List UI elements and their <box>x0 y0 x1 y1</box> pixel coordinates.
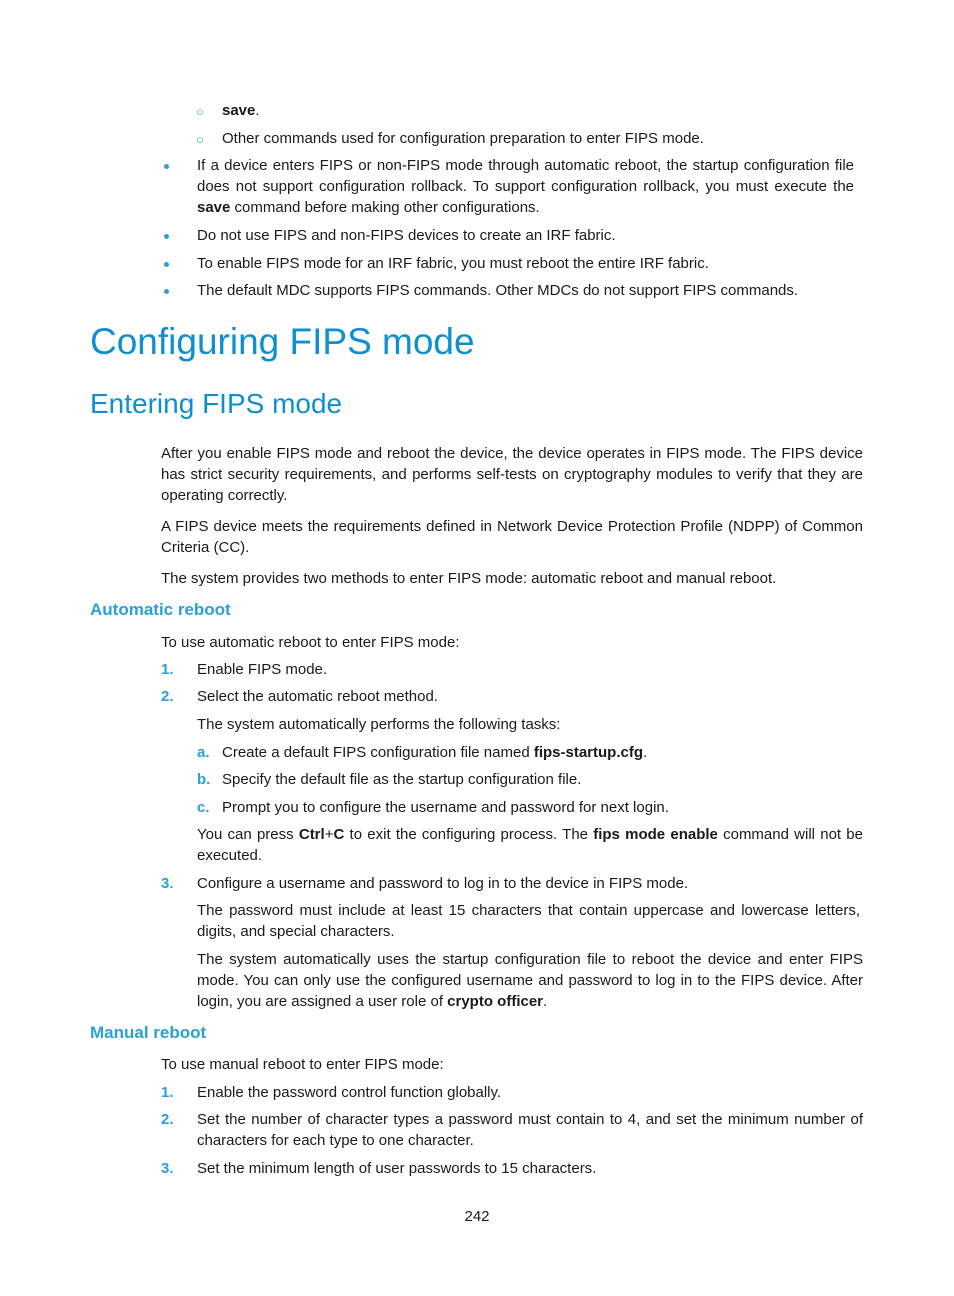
auto-substep-c: Prompt you to configure the username and password for next login. <box>222 799 669 816</box>
auto-substep-a: Create a default FIPS configuration file named fips-startup.cfg. <box>222 744 648 761</box>
bullet-mdc: The default MDC supports FIPS commands. Other MDCs do not support FIPS commands. <box>197 282 799 299</box>
auto-ctrl-c-note: You can press Ctrl+C to exit the configuring process. The fips mode enable command will not be executed. <box>197 826 863 864</box>
manual-step-1: Enable the password control function globally. <box>197 1084 502 1101</box>
sublist-item-other-commands: Other commands used for configuration preparation to enter FIPS mode. <box>222 130 704 147</box>
substep-letter: a. <box>197 744 210 761</box>
step-number: 3. <box>161 875 174 892</box>
bullet-dot-icon <box>164 234 169 239</box>
auto-step-3-note-2: The system automatically uses the startup configuration file to reboot the device and enter FIPS mode. You can only use the configured username and password to log in to the FIPS device. After login, you are assigned a user role of crypto officer. <box>197 951 863 1010</box>
subsection-manual-reboot: Manual reboot <box>90 1023 207 1042</box>
auto-step-2-note: The system automatically performs the following tasks: <box>197 716 561 733</box>
substep-letter: b. <box>197 771 211 788</box>
section-title: Entering FIPS mode <box>90 388 343 419</box>
subsection-automatic-reboot: Automatic reboot <box>90 600 231 619</box>
step-number: 1. <box>161 661 174 678</box>
bullet-dot-icon <box>164 289 169 294</box>
intro-paragraph-1: After you enable FIPS mode and reboot the device, the device operates in FIPS mode. The FIPS device has strict security requirements, and performs self-tests on cryptography modules to verify that they are operating correctly. <box>161 445 863 504</box>
bullet-irf-create: Do not use FIPS and non-FIPS devices to create an IRF fabric. <box>197 227 616 244</box>
step-number: 2. <box>161 688 174 705</box>
substep-letter: c. <box>197 799 210 816</box>
auto-lead: To use automatic reboot to enter FIPS mode: <box>161 634 460 651</box>
step-number: 2. <box>161 1111 174 1128</box>
intro-paragraph-2: A FIPS device meets the requirements defined in Network Device Protection Profile (NDPP) of Common Criteria (CC). <box>161 518 863 556</box>
circle-bullet-icon: ○ <box>196 132 204 147</box>
step-number: 1. <box>161 1084 174 1101</box>
bullet-rollback: If a device enters FIPS or non-FIPS mode through automatic reboot, the startup configuration file does not support configuration rollback. To support configuration rollback, you must execute the save command before making other configurations. <box>197 157 854 216</box>
auto-step-3: Configure a username and password to log in to the device in FIPS mode. <box>197 875 689 892</box>
auto-step-2: Select the automatic reboot method. <box>197 688 438 705</box>
page-number: 242 <box>464 1208 490 1225</box>
bullet-irf-reboot: To enable FIPS mode for an IRF fabric, you must reboot the entire IRF fabric. <box>197 255 709 272</box>
bullet-dot-icon <box>164 262 169 267</box>
auto-step-3-note-1: The password must include at least 15 characters that contain uppercase and lowercase letters, digits, and special characters. <box>197 902 860 940</box>
sublist-item-save: save. <box>222 102 260 119</box>
auto-substep-b: Specify the default file as the startup configuration file. <box>222 771 582 788</box>
page-title: Configuring FIPS mode <box>90 321 475 362</box>
step-number: 3. <box>161 1160 174 1177</box>
bullet-dot-icon <box>164 164 169 169</box>
circle-bullet-icon: ○ <box>196 104 204 119</box>
intro-paragraph-3: The system provides two methods to enter FIPS mode: automatic reboot and manual reboot. <box>161 570 777 587</box>
manual-step-2: Set the number of character types a password must contain to 4, and set the minimum number of characters for each type to one character. <box>197 1111 863 1149</box>
manual-lead: To use manual reboot to enter FIPS mode: <box>161 1056 444 1073</box>
manual-step-3: Set the minimum length of user passwords to 15 characters. <box>197 1160 597 1177</box>
auto-step-1: Enable FIPS mode. <box>197 661 328 678</box>
